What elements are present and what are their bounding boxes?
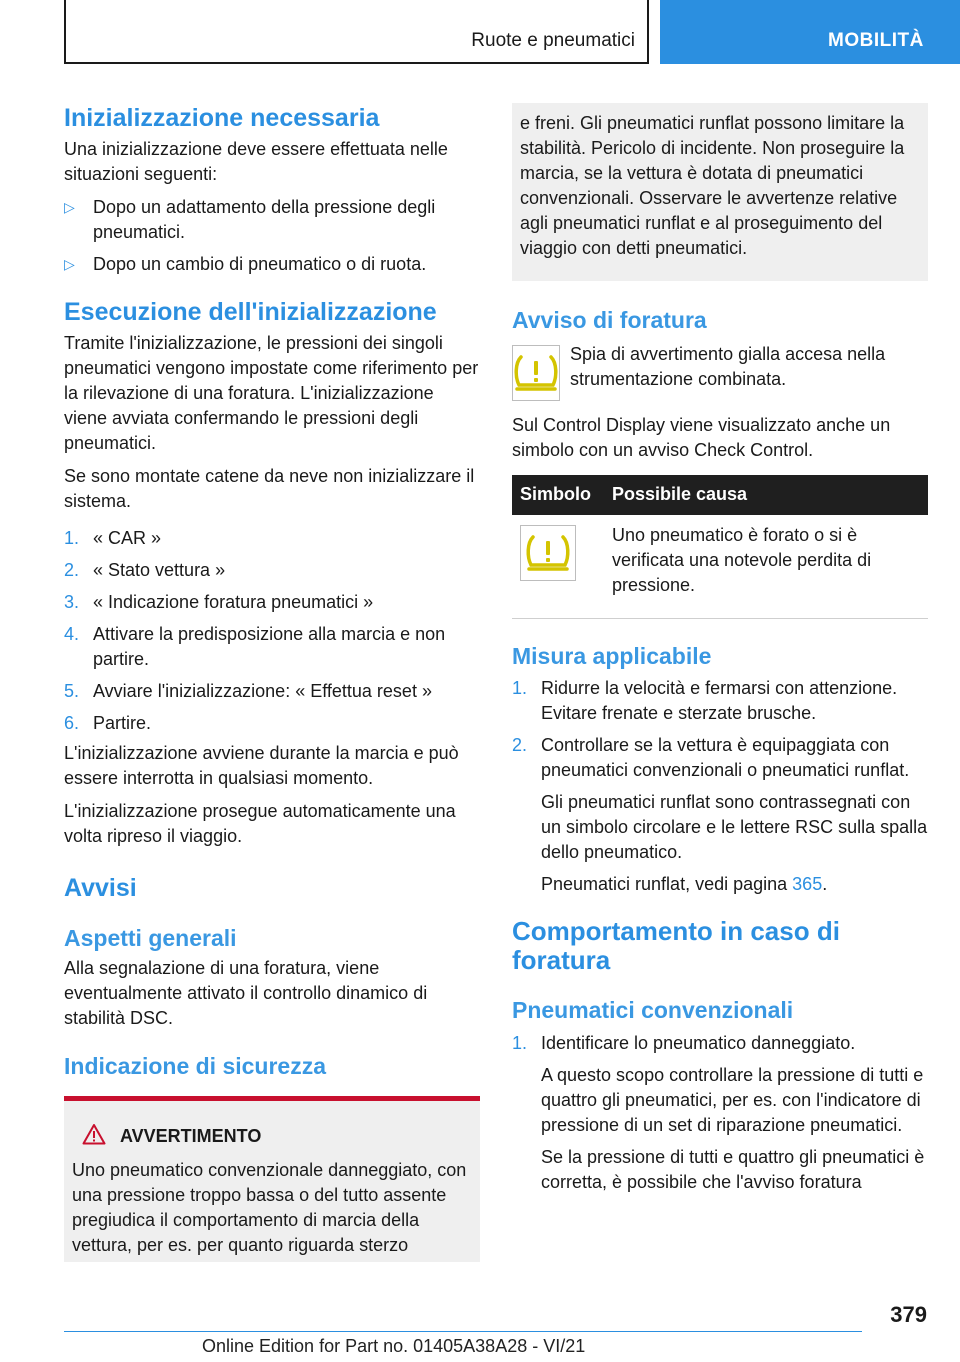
warning-text: Uno pneumatico convenzionale danneggiato, con una pressione troppo bassa o del tutto assente pregiudica il comportamento di marcia della vettura, per es. per quanto riguarda sterzo <box>72 1160 467 1256</box>
list-item: ▷ Dopo un adattamento della pressione degli pneumatici. <box>64 197 436 242</box>
triangle-right-icon: ▷ <box>64 199 75 215</box>
measure-step2-sub2: Pneumatici runflat, vedi pagina 365. <box>541 874 828 895</box>
behaviour-sub2: Se la pressione di tutti e quattro gli pneumatici è corretta, è possibile che l'avviso foratura <box>541 1146 925 1192</box>
lamp-row <box>512 345 928 401</box>
heading-execution: Esecuzione dell'inizializzazione <box>64 298 437 326</box>
warning-label: AVVERTIMENTO <box>120 1126 262 1147</box>
table-header-symbol: Simbolo <box>512 475 604 515</box>
list-item: 4. Attivare la predisposizione alla marcia e non partire. <box>64 624 446 669</box>
list-item: 1. « CAR » <box>64 528 162 548</box>
execution-p1: Tramite l'inizializzazione, le pressioni dei singoli pneumatici vengono impostate come riferimento per la rilevazione di una foratura. L'inizializzazione viene avviata confermando le pressioni degli pneumatici. <box>64 333 479 453</box>
header-chapter-tab[interactable] <box>660 0 960 64</box>
symbol-table <box>512 475 928 619</box>
list-item: 1. Ridurre la velocità e fermarsi con attenzione. Evitare frenate e sterzate brusche. <box>512 678 898 724</box>
heading-safety: Indicazione di sicurezza <box>64 1052 327 1079</box>
tire-pressure-warning-icon <box>512 345 560 401</box>
heading-conventional: Pneumatici convenzionali <box>512 997 794 1024</box>
execution-steps <box>64 526 480 736</box>
table-header-cause: Possibile causa <box>604 475 928 515</box>
page-link[interactable]: 365 <box>792 874 823 895</box>
measure-steps <box>512 676 928 897</box>
table-cell-symbol <box>512 515 604 619</box>
warning-triangle-icon <box>82 1123 106 1150</box>
list-item: 5. Avviare l'inizializzazione: « Effettua reset » <box>64 681 432 701</box>
list-item: 2. « Stato vettura » <box>64 560 226 580</box>
footer-edition: Online Edition for Part no. 01405A38A28 - VI/21 <box>202 1336 586 1356</box>
behaviour-sub1: A questo scopo controllare la pressione di tutti e quattro gli pneumatici, per es. con l'indicatore di pressione di un set di riparazione pneumatici. <box>541 1064 924 1135</box>
execution-p3: L'inizializzazione avviene durante la marcia e può essere interrotta in qualsiasi momento. <box>64 743 459 788</box>
table-cell-cause: Uno pneumatico è forato o si è verificata una notevole perdita di pressione. <box>612 524 872 595</box>
lamp-text: Spia di avvertimento gialla accesa nella strumentazione combinata. <box>570 343 886 389</box>
triangle-right-icon: ▷ <box>64 256 75 272</box>
init-needed-list <box>64 195 480 277</box>
display-text: Sul Control Display viene visualizzato anche un simbolo con un avviso Check Control. <box>512 414 891 460</box>
measure-step2-sub1: Gli pneumatici runflat sono contrassegnati con un simbolo circolare e le lettere RSC sulla spalla dello pneumatico. <box>541 792 928 863</box>
tire-pressure-warning-icon <box>520 525 576 581</box>
list-item: ▷ Dopo un cambio di pneumatico o di ruota. <box>64 252 480 277</box>
warning-header <box>82 1123 472 1150</box>
list-item: 6. Partire. <box>64 713 152 733</box>
general-text: Alla segnalazione di una foratura, viene eventualmente attivato il controllo dinamico di stabilità DSC. <box>64 957 428 1028</box>
list-item: 1. Identificare lo pneumatico danneggiato. A questo scopo controllare la pressione di tutti e quattro gli pneumatici, per es. con l'indicatore di pressione di un set di riparazione pneumatici. Se la pressione di tutti e quattro gli pneumatici è corretta, è possibile che l'avviso foratura <box>512 1031 928 1195</box>
warning-text-continued: e freni. Gli pneumatici runflat possono limitare la stabilità. Pericolo di incidente. Non proseguire la marcia, se la vettura è dotata di pneumatici convenzionali. Osservare le avvertenze relative agli pneumatici runflat e al proseguimento del viaggio con detti pneumatici. <box>520 113 905 258</box>
warning-box-continued <box>512 103 928 281</box>
header-section-title: Ruote e pneumatici <box>471 30 635 51</box>
right-column <box>512 103 928 1202</box>
table-row <box>512 515 928 619</box>
heading-init-needed: Inizializzazione necessaria <box>64 104 380 132</box>
left-column <box>64 100 480 1262</box>
header-chapter-title: MOBILITÀ <box>828 30 924 51</box>
heading-measure: Misura applicabile <box>512 642 712 669</box>
init-needed-intro: Una inizializzazione deve essere effettuata nelle situazioni seguenti: <box>64 139 448 184</box>
execution-p2: Se sono montate catene da neve non inizializzare il sistema. <box>64 466 475 511</box>
list-item: 3. « Indicazione foratura pneumatici » <box>64 592 374 612</box>
heading-general: Aspetti generali <box>64 925 237 951</box>
table-header-row <box>512 475 928 515</box>
execution-p4: L'inizializzazione prosegue automaticamente una volta ripreso il viaggio. <box>64 801 456 846</box>
heading-avvisi: Avvisi <box>64 874 137 902</box>
behaviour-steps <box>512 1031 928 1195</box>
heading-puncture: Avviso di foratura <box>512 307 707 333</box>
header-section-box <box>64 0 649 64</box>
footer-divider <box>64 1331 862 1332</box>
heading-behaviour: Comportamento in caso di foratura <box>512 916 840 976</box>
page-number: 379 <box>890 1302 927 1327</box>
warning-box <box>64 1096 480 1262</box>
list-item: 2. Controllare se la vettura è equipaggiata con pneumatici convenzionali o pneumatici runflat. Gli pneumatici runflat sono contrassegnati con un simbolo circolare e le lettere RSC sulla spalla dello pneumatico. Pneumatici runflat, vedi pagina 365. <box>512 733 928 897</box>
